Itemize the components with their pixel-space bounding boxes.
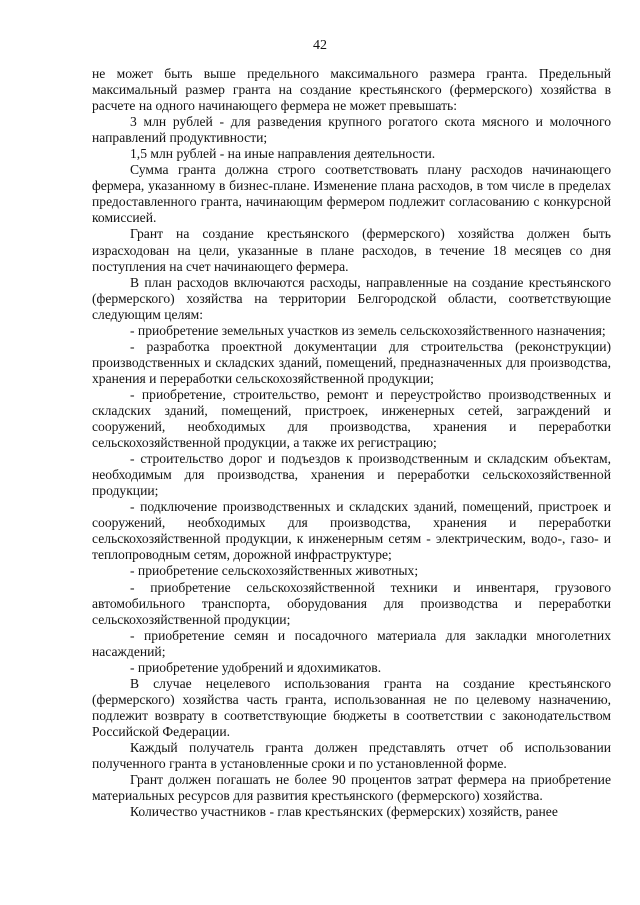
paragraph: Количество участников - глав крестьянских (фермерских) хозяйств, ранее (130, 804, 558, 820)
list-item: - приобретение, строительство, ремонт и переустройство производственных и складских зданий, помещений, пристроек, инженерных сетей, заграждений и сооружений, необходимых для производства, хранения и переработки сельскохозяйственной продукции, а также их регистрацию; (92, 386, 611, 451)
paragraph: 3 млн рублей - для разведения крупного рогатого скота мясного и молочного направлений продуктивности; (92, 114, 611, 146)
page-number: 42 (313, 38, 327, 53)
list-item: - приобретение семян и посадочного материала для закладки многолетних насаждений; (92, 627, 611, 659)
paragraph: не может быть выше предельного максимального размера гранта. Предельный максимальный размер гранта на создание крестьянского (фермерского) хозяйства в расчете на одного начинающего фермера не может превышать: (92, 66, 611, 114)
list-item: - приобретение сельскохозяйственных животных; (130, 563, 419, 579)
list-item: - строительство дорог и подъездов к производственным и складским объектам, необходимым для производства, хранения и переработки сельскохозяйственной продукции; (92, 451, 611, 499)
paragraph: Каждый получатель гранта должен представлять отчет об использовании полученного гранта в установленные сроки и по установленной форме. (92, 739, 611, 772)
list-item: - подключение производственных и складских зданий, помещений, пристроек и сооружений, необходимых для производства, хранения и переработки сельскохозяйственной продукции, к инженерным сетям - электрическим, водо-, газо- и теплопроводным сетям, дорожной инфраструктуре; (92, 499, 611, 563)
list-item: - приобретение сельскохозяйственной техники и инвентаря, грузового автомобильного транспорта, оборудования для производства и переработки сельскохозяйственной продукции; (92, 579, 611, 627)
paragraph: 1,5 млн рублей - на иные направления деятельности. (130, 146, 436, 162)
list-item: - приобретение земельных участков из земель сельскохозяйственного назначения; (130, 322, 606, 338)
paragraph: Грант должен погашать не более 90 процентов затрат фермера на приобретение материальных ресурсов для развития крестьянского (фермерского) хозяйства. (92, 772, 611, 804)
paragraph: В случае нецелевого использования гранта на создание крестьянского (фермерского) хозяйства часть гранта, использованная не по целевому назначению, подлежит возврату в соответствующие бюджеты в соответствии с законодательством Российской Федерации. (92, 675, 611, 739)
paragraph: Сумма гранта должна строго соответствовать плану расходов начинающего фермера, указанному в бизнес-плане. Изменение плана расходов, в том числе в пределах предоставленного гранта, начинающим фермером подлежит согласованию с конкурсной комиссией. (92, 162, 611, 226)
paragraph: Грант на создание крестьянского (фермерского) хозяйства должен быть израсходован на цели, указанные в плане расходов, в течение 18 месяцев со дня поступления на счет начинающего фермера. (92, 226, 611, 274)
list-item: - разработка проектной документации для строительства (реконструкции) производственных и складских зданий, помещений, предназначенных для производства, хранения и переработки сельскохозяйственной продукции; (92, 338, 611, 386)
body-text (92, 66, 611, 820)
list-item: - приобретение удобрений и ядохимикатов. (130, 659, 382, 675)
paragraph: В план расходов включаются расходы, направленные на создание крестьянского (фермерского) хозяйства на территории Белгородской области, соответствующие следующим целям: (92, 274, 611, 322)
